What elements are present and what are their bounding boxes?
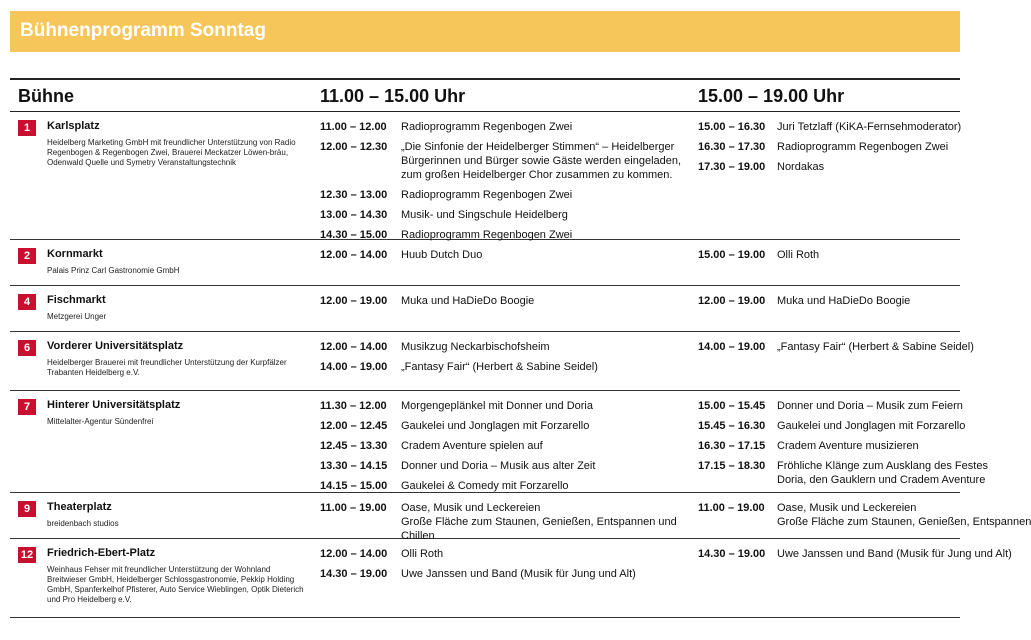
program-table [10, 78, 1031, 618]
stage-name: Hinterer Universitätsplatz [47, 399, 181, 411]
event-description: Gaukelei und Jonglagen mit Forzarello [777, 420, 966, 432]
event-time: 14.30 – 15.00 [320, 229, 388, 241]
stage-name: Fischmarkt [47, 294, 106, 306]
event-description: Uwe Janssen und Band (Musik für Jung und Alt) [777, 548, 1012, 560]
table-row [10, 112, 960, 240]
event-description: Oase, Musik und Leckereien Große Fläche zum Staunen, Genießen, Entspannen [777, 502, 1031, 528]
event-time: 12.00 – 14.00 [320, 249, 388, 261]
event-time: 12.00 – 14.00 [320, 548, 388, 560]
table-row [10, 539, 1012, 618]
event-description: Musikzug Neckarbischofsheim [401, 341, 550, 353]
event-time: 14.30 – 19.00 [320, 568, 388, 580]
event-entry [698, 160, 960, 174]
event-entry [698, 501, 1031, 529]
stage-sponsor: Weinhaus Fehser mit freundlicher Unterstützung der Wohnland Breitwieser GmbH, Heidelberger Schlossgastronomie, Pekkip Holding GmbH, Spanferkelhof Pfisterer, Auto Service Wieblingen, Optik Dieterich und Pro Heidelberg e.V. [47, 565, 304, 604]
event-time: 14.00 – 19.00 [320, 361, 388, 373]
schedule-column-1 [320, 248, 690, 268]
event-entry [320, 419, 690, 433]
schedule-column-2 [698, 294, 960, 314]
event-entry [320, 501, 690, 543]
schedule-column-1 [320, 340, 690, 380]
stage-number-badge: 4 [18, 294, 36, 310]
event-entry [320, 459, 690, 473]
event-description: „Fantasy Fair“ (Herbert & Sabine Seidel) [777, 341, 974, 353]
event-description: Olli Roth [777, 249, 820, 261]
event-description: Donner und Doria – Musik aus alter Zeit [401, 460, 596, 472]
stage-number-badge: 2 [18, 248, 36, 264]
stage-sponsor: Palais Prinz Carl Gastronomie GmbH [47, 266, 180, 275]
schedule-column-1 [320, 120, 690, 248]
event-entry [698, 248, 960, 262]
event-time: 16.30 – 17.30 [698, 141, 766, 153]
schedule-column-2 [698, 547, 1012, 567]
event-time: 17.15 – 18.30 [698, 460, 766, 472]
table-row [10, 493, 1031, 542]
event-time: 11.00 – 12.00 [320, 121, 387, 133]
event-entry [320, 360, 690, 374]
event-entry [320, 188, 690, 202]
event-time: 15.00 – 19.00 [698, 249, 766, 261]
event-entry [698, 140, 960, 154]
event-entry [320, 567, 690, 581]
stage-name: Kornmarkt [47, 248, 103, 260]
event-description: Uwe Janssen und Band (Musik für Jung und Alt) [401, 568, 636, 580]
event-time: 12.45 – 13.30 [320, 440, 388, 452]
event-description: Huub Dutch Duo [401, 249, 483, 261]
header-slot-1: 11.00 – 15.00 Uhr [320, 86, 466, 106]
event-entry [320, 547, 690, 561]
event-time: 14.30 – 19.00 [698, 548, 766, 560]
event-time: 12.00 – 14.00 [320, 341, 388, 353]
event-entry [698, 399, 963, 413]
event-time: 15.45 – 16.30 [698, 420, 766, 432]
event-time: 13.00 – 14.30 [320, 209, 388, 221]
event-description: Radioprogramm Regenbogen Zwei [401, 229, 573, 241]
event-entry [320, 439, 690, 453]
event-entry [698, 547, 1012, 561]
event-description: Morgengeplänkel mit Donner und Doria [401, 400, 593, 412]
event-time: 12.00 – 12.45 [320, 420, 388, 432]
event-entry [320, 208, 690, 222]
stage-name: Theaterplatz [47, 501, 112, 513]
event-time: 11.00 – 19.00 [698, 502, 765, 514]
table-header [10, 80, 960, 111]
event-description: Radioprogramm Regenbogen Zwei [401, 121, 573, 133]
header-slot-2: 15.00 – 19.00 Uhr [698, 86, 845, 106]
stage-sponsor: Heidelberg Marketing GmbH mit freundlicher Unterstützung von Radio Regenbogen & Regenbogen Zwei, Brauerei Meckatzer Löwen-bräu, Odenwald Quelle und Symetry Veranstaltungstechnik [47, 138, 296, 167]
event-entry [698, 120, 960, 134]
event-time: 12.00 – 19.00 [320, 295, 388, 307]
stage-number-badge: 12 [18, 547, 36, 563]
schedule-column-2 [698, 501, 1031, 535]
stage-sponsor: Metzgerei Unger [47, 312, 107, 321]
event-entry [698, 294, 960, 308]
stage-sponsor: Mittelalter-Agentur Sündenfrei [47, 417, 154, 426]
event-entry [698, 419, 966, 433]
table-row [10, 286, 960, 332]
schedule-column-2 [698, 340, 974, 360]
event-entry [320, 120, 690, 134]
event-description: Muka und HaDieDo Boogie [777, 295, 911, 307]
schedule-column-2 [698, 399, 988, 493]
event-time: 11.30 – 12.00 [320, 400, 387, 412]
stage-name: Karlsplatz [47, 120, 100, 132]
event-entry [320, 340, 690, 354]
event-time: 12.00 – 12.30 [320, 141, 388, 153]
event-time: 13.30 – 14.15 [320, 460, 388, 472]
stage-number-badge: 9 [18, 501, 36, 517]
event-description: Radioprogramm Regenbogen Zwei [401, 189, 573, 201]
event-description: Oase, Musik und Leckereien Große Fläche zum Staunen, Genießen, Entspannen und Chillen [401, 502, 677, 542]
event-entry [698, 459, 988, 487]
title-banner [10, 11, 960, 52]
page-title: Bühnenprogramm Sonntag [20, 20, 266, 41]
event-description: Gaukelei & Comedy mit Forzarello [401, 480, 569, 492]
event-entry [320, 399, 690, 413]
table-body [10, 112, 1031, 618]
schedule-column-1 [320, 547, 690, 587]
event-description: Musik- und Singschule Heidelberg [401, 209, 568, 221]
event-description: Radioprogramm Regenbogen Zwei [777, 141, 949, 153]
header-stage: Bühne [18, 86, 74, 106]
event-time: 12.00 – 19.00 [698, 295, 766, 307]
schedule-column-2 [698, 120, 960, 180]
event-entry [320, 248, 690, 262]
event-entry [698, 439, 960, 453]
stage-number-badge: 1 [18, 120, 36, 136]
event-time: 16.30 – 17.15 [698, 440, 766, 452]
stage-number-badge: 6 [18, 340, 36, 356]
event-description: Muka und HaDieDo Boogie [401, 295, 535, 307]
stage-sponsor: Heidelberger Brauerei mit freundlicher Unterstützung der Kurpfälzer Trabanten Heidelberg e.V. [47, 358, 287, 377]
schedule-column-1 [320, 399, 690, 499]
event-description: „Die Sinfonie der Heidelberger Stimmen“ – Heidelberger Bürgerinnen und Bürger sowie Gäste werden eingeladen, zum großen Heidelberger Chor zusammen zu kommen. [401, 141, 682, 181]
event-time: 14.15 – 15.00 [320, 480, 388, 492]
event-description: Cradem Aventure musizieren [777, 440, 919, 452]
stage-name: Friedrich-Ebert-Platz [47, 547, 156, 559]
event-time: 14.00 – 19.00 [698, 341, 766, 353]
schedule-column-1 [320, 294, 690, 314]
event-time: 17.30 – 19.00 [698, 161, 766, 173]
schedule-column-2 [698, 248, 960, 268]
stage-number-badge: 7 [18, 399, 36, 415]
event-entry [320, 479, 690, 493]
event-time: 15.00 – 16.30 [698, 121, 766, 133]
event-time: 12.30 – 13.00 [320, 189, 388, 201]
event-description: Juri Tetzlaff (KiKA-Fernsehmoderator) [777, 121, 962, 133]
event-description: Cradem Aventure spielen auf [401, 440, 543, 452]
event-time: 11.00 – 19.00 [320, 502, 387, 514]
table-row [10, 240, 960, 286]
event-description: Nordakas [777, 161, 825, 173]
stage-sponsor: breidenbach studios [47, 519, 119, 528]
event-description: „Fantasy Fair“ (Herbert & Sabine Seidel) [401, 361, 598, 373]
event-time: 15.00 – 15.45 [698, 400, 766, 412]
event-entry [320, 294, 690, 308]
event-entry [320, 140, 690, 182]
table-row [10, 332, 974, 391]
event-description: Olli Roth [401, 548, 444, 560]
table-row [10, 391, 988, 493]
stage-name: Vorderer Universitätsplatz [47, 340, 184, 352]
event-entry [698, 340, 974, 354]
event-description: Gaukelei und Jonglagen mit Forzarello [401, 420, 590, 432]
event-description: Fröhliche Klänge zum Ausklang des Festes Doria, den Gauklern und Cradem Aventure [777, 460, 988, 486]
event-description: Donner und Doria – Musik zum Feiern [777, 400, 963, 412]
